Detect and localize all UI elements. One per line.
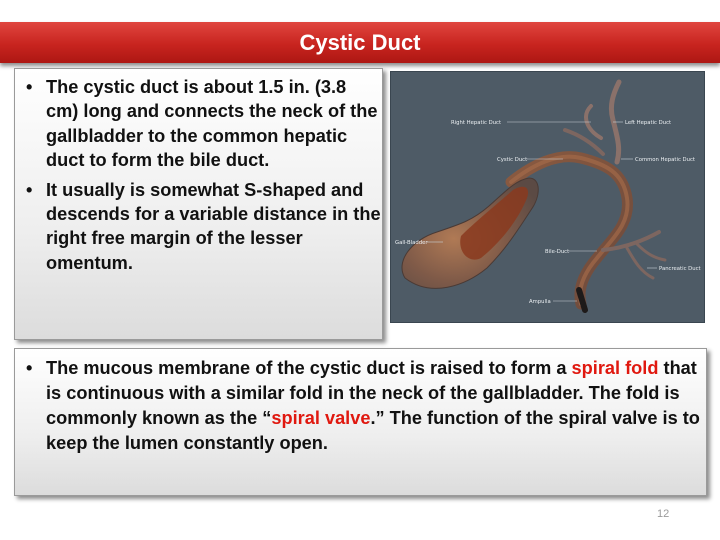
page-number: 12: [657, 508, 670, 520]
bullet-item: [15, 75, 382, 173]
label-ampulla: Ampulla: [529, 299, 551, 305]
bullet-icon: •: [26, 358, 33, 378]
spiral-valve-term: spiral valve: [271, 408, 371, 428]
slide-title: Cystic Duct: [299, 30, 421, 55]
bullet-item: [15, 178, 382, 276]
bullet-text: The cystic duct is about 1.5 in. (3.8 cm) long and connects the neck of the gallbladder to the common hepatic duct to form the bile duct.: [46, 77, 378, 171]
bullet-text: It usually is somewhat S-shaped and descends for a variable distance in the right free margin of the lesser omentum.: [46, 179, 381, 273]
text-box-lower: [14, 348, 707, 496]
title-bar: [0, 22, 720, 63]
text-box-upper: [14, 68, 383, 340]
label-right-hepatic-duct: Right Hepatic Duct: [451, 120, 502, 126]
bullet-list-upper: [15, 69, 382, 275]
label-left-hepatic-duct: Left Hepatic Duct: [625, 120, 672, 126]
bullet-list-lower: [15, 349, 706, 456]
spiral-fold-term: spiral fold: [571, 358, 659, 378]
label-common-hepatic-duct: Common Hepatic Duct: [635, 157, 695, 163]
label-gallbladder: Gall-Bladder: [395, 240, 428, 246]
bullet-icon: •: [26, 179, 33, 200]
bullet-item: [15, 356, 700, 456]
label-pancreatic-duct: Pancreatic Duct: [659, 266, 701, 272]
biliary-anatomy-illustration: [391, 72, 704, 322]
label-cystic-duct: Cystic Duct: [497, 157, 528, 163]
bullet-icon: •: [26, 77, 33, 97]
biliary-anatomy-figure: [390, 71, 705, 323]
bullet-text-part3: .” The function of the spiral valve is to keep the lumen constantly open.: [46, 408, 700, 453]
bullet-text-part2: that is continuous with a similar fold in the neck of the gallbladder. The fold is commonly known as the “: [46, 358, 697, 428]
label-bile-duct: Bile-Duct: [545, 249, 570, 255]
bullet-text-part1: The mucous membrane of the cystic duct is raised to form a: [46, 358, 572, 378]
